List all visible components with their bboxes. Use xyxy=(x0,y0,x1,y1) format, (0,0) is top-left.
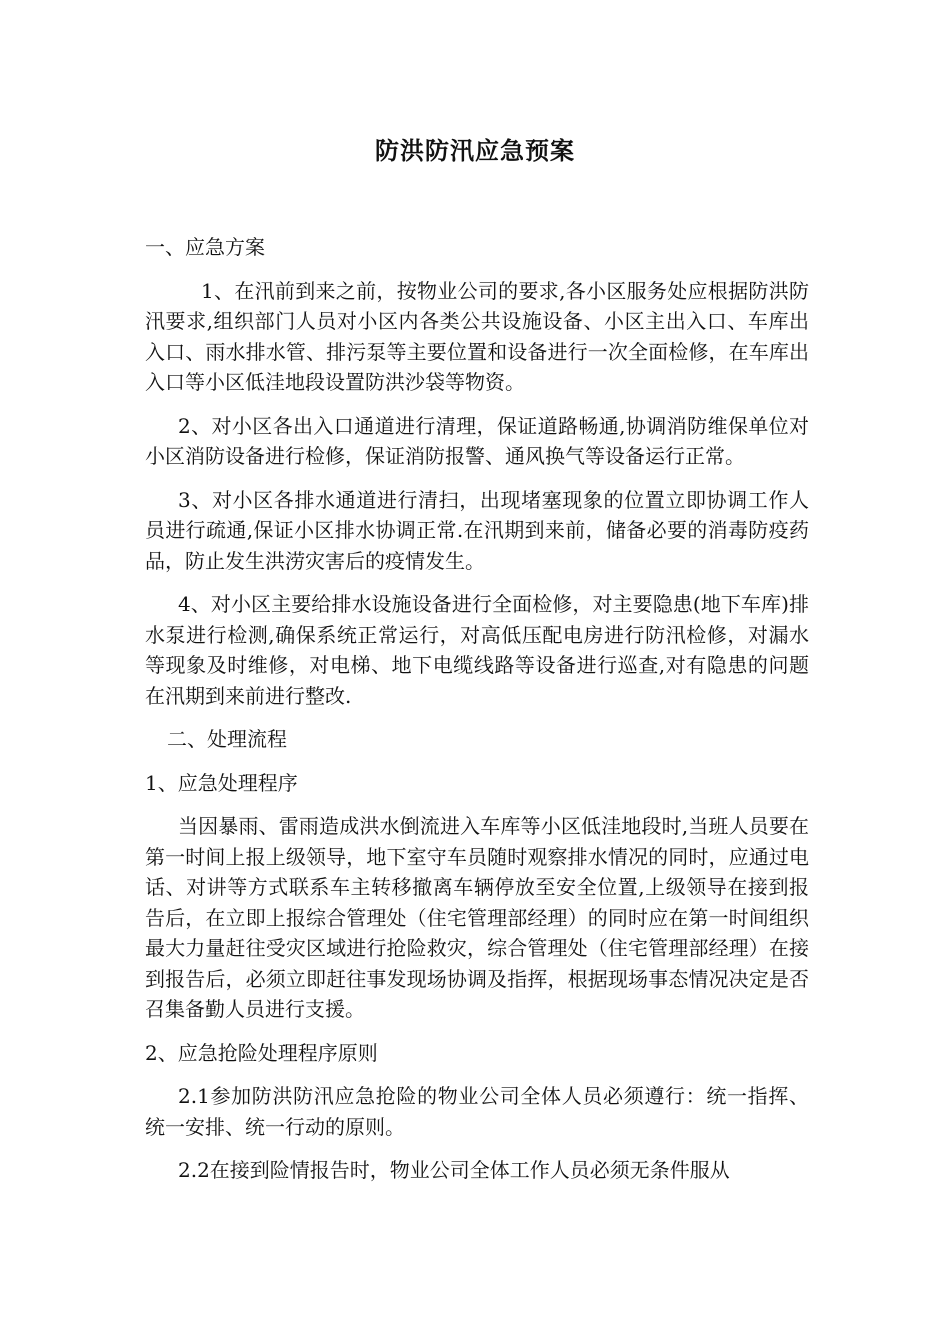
document-body xyxy=(145,232,809,1199)
document-title: 防洪防汛应急预案 xyxy=(375,136,575,165)
paragraph-principle-2-1: 2.1参加防洪防汛应急抢险的物业公司全体人员必须遵行：统一指挥、统一安排、统一行动的原则。 xyxy=(145,1084,809,1139)
paragraph-plan-item-4: 4、对小区主要给排水设施设备进行全面检修，对主要隐患(地下车库)排水泵进行检测,确保系统正常运行，对高低压配电房进行防汛检修，对漏水等现象及时维修，对电梯、地下电缆线路等设备进行巡查,对有隐患的问题在汛期到来前进行整改. xyxy=(145,592,809,708)
paragraph-plan-item-2: 2、对小区各出入口通道进行清理，保证道路畅通,协调消防维保单位对小区消防设备进行检修，保证消防报警、通风换气等设备运行正常。 xyxy=(145,413,809,468)
paragraph-principle-2-2: 2.2在接到险情报告时，物业公司全体工作人员必须无条件服从 xyxy=(178,1158,730,1182)
paragraph-plan-item-1: 1、在汛前到来之前，按物业公司的要求,各小区服务处应根据防洪防汛要求,组织部门人员对小区内各类公共设施设备、小区主出入口、车库出入口、雨水排水管、排污泵等主要位置和设备进行一次全面检修，在车库出入口等小区低洼地段设置防洪沙袋等物资。 xyxy=(145,278,809,394)
section-heading-emergency-plan: 一、应急方案 xyxy=(145,235,265,259)
subsection-heading-emergency-procedure: 1、应急处理程序 xyxy=(145,770,298,795)
subsection-heading-rescue-principles: 2、应急抢险处理程序原则 xyxy=(145,1040,378,1065)
paragraph-plan-item-3: 3、对小区各排水通道进行清扫，出现堵塞现象的位置立即协调工作人员进行疏通,保证小区排水协调正常.在汛期到来前，储备必要的消毒防疫药品，防止发生洪涝灾害后的疫情发生。 xyxy=(145,487,809,573)
paragraph-emergency-procedure: 当因暴雨、雷雨造成洪水倒流进入车库等小区低洼地段时,当班人员要在第一时间上报上级领导，地下室守车员随时观察排水情况的同时，应通过电话、对讲等方式联系车主转移撤离车辆停放至安全位置,上级领导在接到报告后，在立即上报综合管理处（住宅管理部经理）的同时应在第一时间组织最大力量赶往受灾区域进行抢险救灾，综合管理处（住宅管理部经理）在接到报告后，必须立即赶往事发现场协调及指挥，根据现场事态情况决定是否召集备勤人员进行支援。 xyxy=(145,814,809,1021)
section-heading-process: 二、处理流程 xyxy=(167,727,287,751)
